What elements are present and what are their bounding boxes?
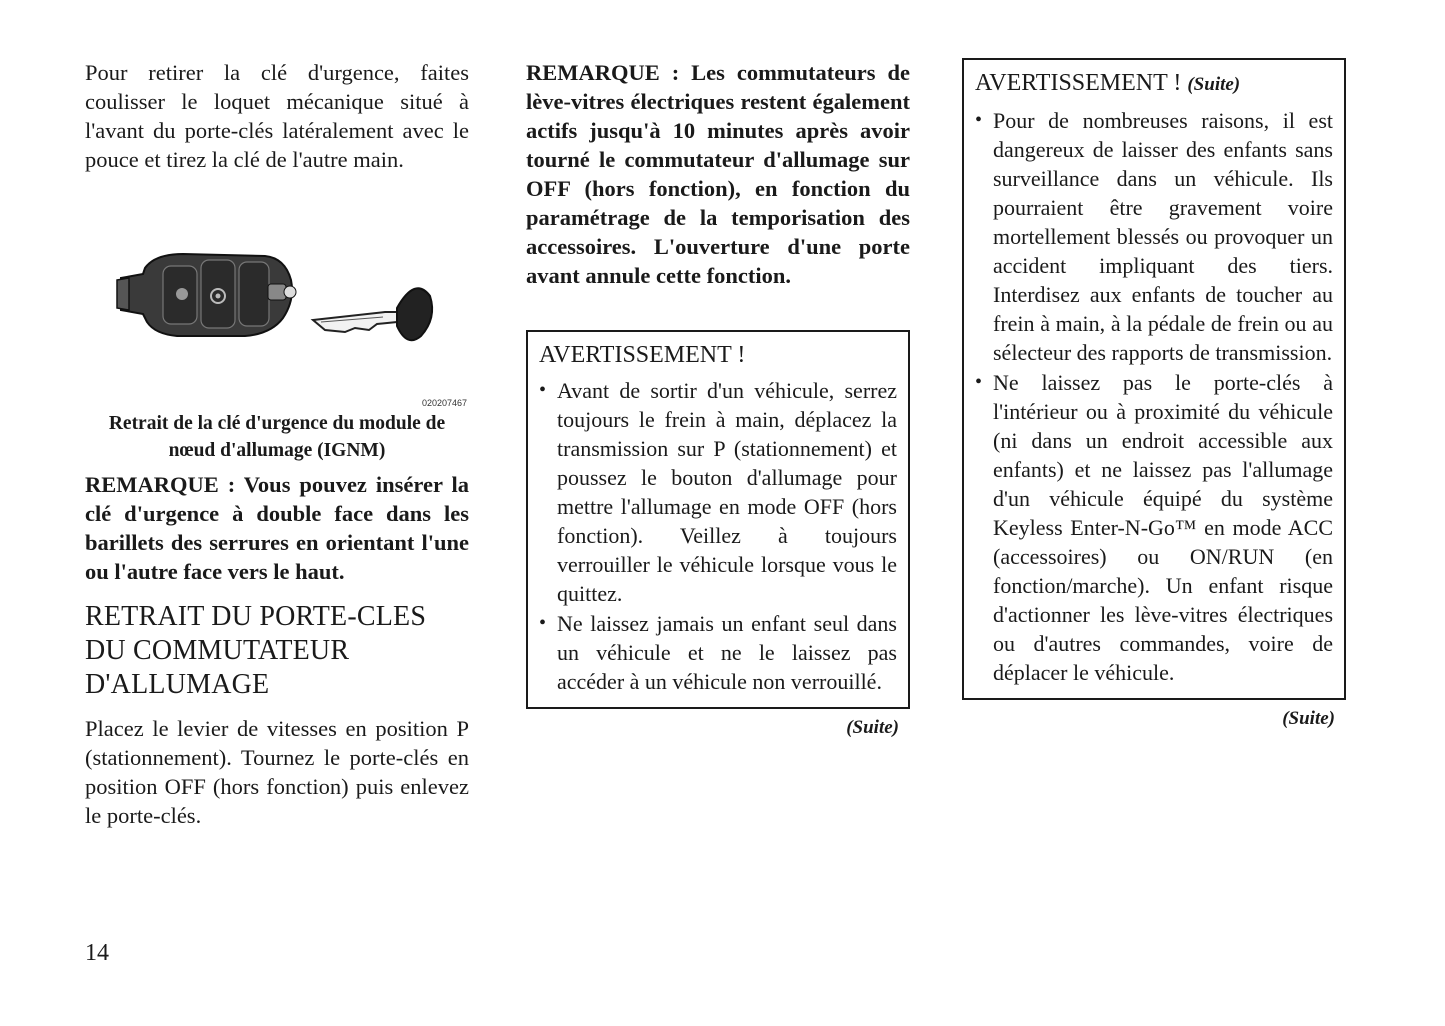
middle-column [526, 58, 910, 739]
warning-list [539, 376, 897, 696]
section-heading: RETRAIT DU PORTE-CLES DU COMMUTATEUR D'ALLUMAGE [85, 601, 427, 700]
key-fob-drawing [85, 196, 469, 408]
warning-box [526, 330, 910, 709]
figure-caption: Retrait de la clé d'urgence du module de nœud d'allumage (IGNM) [108, 413, 446, 461]
key-fob-illustration [85, 196, 469, 408]
intro-paragraph: Pour retirer la clé d'urgence, faites coulisser le loquet mécanique situé à l'avant du porte-clés latéralement avec le pouce et tirez la clé de l'autre main. [85, 60, 469, 172]
right-column [962, 58, 1346, 730]
warning-item: • Avant de sortir d'un véhicule, serrez toujours le frein à main, déplacez la transmission sur P (stationnement) et poussez le bouton d'allumage pour mettre l'allumage en mode OFF (hors fonction). Veillez à toujours verrouiller le véhicule lorsque vous le quittez. [539, 376, 897, 608]
warning-list [975, 106, 1333, 687]
suite-label: (Suite) [1282, 708, 1335, 729]
section-paragraph: Placez le levier de vitesses en position P (stationnement). Tournez le porte-clés en position OFF (hors fonction) puis enlevez le porte-clés. [85, 716, 469, 828]
left-column [85, 58, 469, 830]
warning-title-text: AVERTISSEMENT ! [975, 70, 1182, 96]
warning-item: • Pour de nombreuses raisons, il est dangereux de laisser des enfants sans surveillance dans un véhicule. Ils pourraient être gravement voire mortellement blessés ou provoquer un accident impliquant des tiers. Interdisez aux enfants de toucher au frein à main, à la pédale de frein ou au sélecteur des rapports de transmission. [975, 106, 1333, 367]
remark-note: REMARQUE : Vous pouvez insérer la clé d'urgence à double face dans les barillets des serrures en orientant l'une ou l'autre face vers le haut. [85, 472, 469, 584]
warning-item: • Ne laissez jamais un enfant seul dans un véhicule et ne le laissez pas accéder à un véhicule non verrouillé. [539, 609, 897, 696]
suite-label: (Suite) [846, 717, 899, 738]
warning-box [962, 58, 1346, 700]
remark-note: REMARQUE : Les commutateurs de lève-vitres électriques restent également actifs jusqu'à 10 minutes après avoir tourné le commutateur d'allumage sur OFF (hors fonction), en fonction du paramétrage de la temporisation des accessoires. L'ouverture d'une porte avant annule cette fonction. [526, 60, 910, 288]
warning-title [975, 68, 1333, 100]
figure-code: 020207467 [421, 398, 467, 408]
warning-title: AVERTISSEMENT ! [539, 342, 746, 368]
warning-item: • Ne laissez pas le porte-clés à l'intérieur ou à proximité du véhicule (ni dans un endroit accessible aux enfants) et ne laissez pas l'allumage d'un véhicule équipé du système Keyless Enter-N-Go™ en mode ACC (accessoires) ou ON/RUN (en fonction/marche). Un enfant risque d'actionner les lève-vitres électriques ou d'autres commandes, voire de déplacer le véhicule. [975, 368, 1333, 687]
page-number: 14 [85, 940, 109, 966]
warning-title-suite: (Suite) [1187, 74, 1241, 95]
